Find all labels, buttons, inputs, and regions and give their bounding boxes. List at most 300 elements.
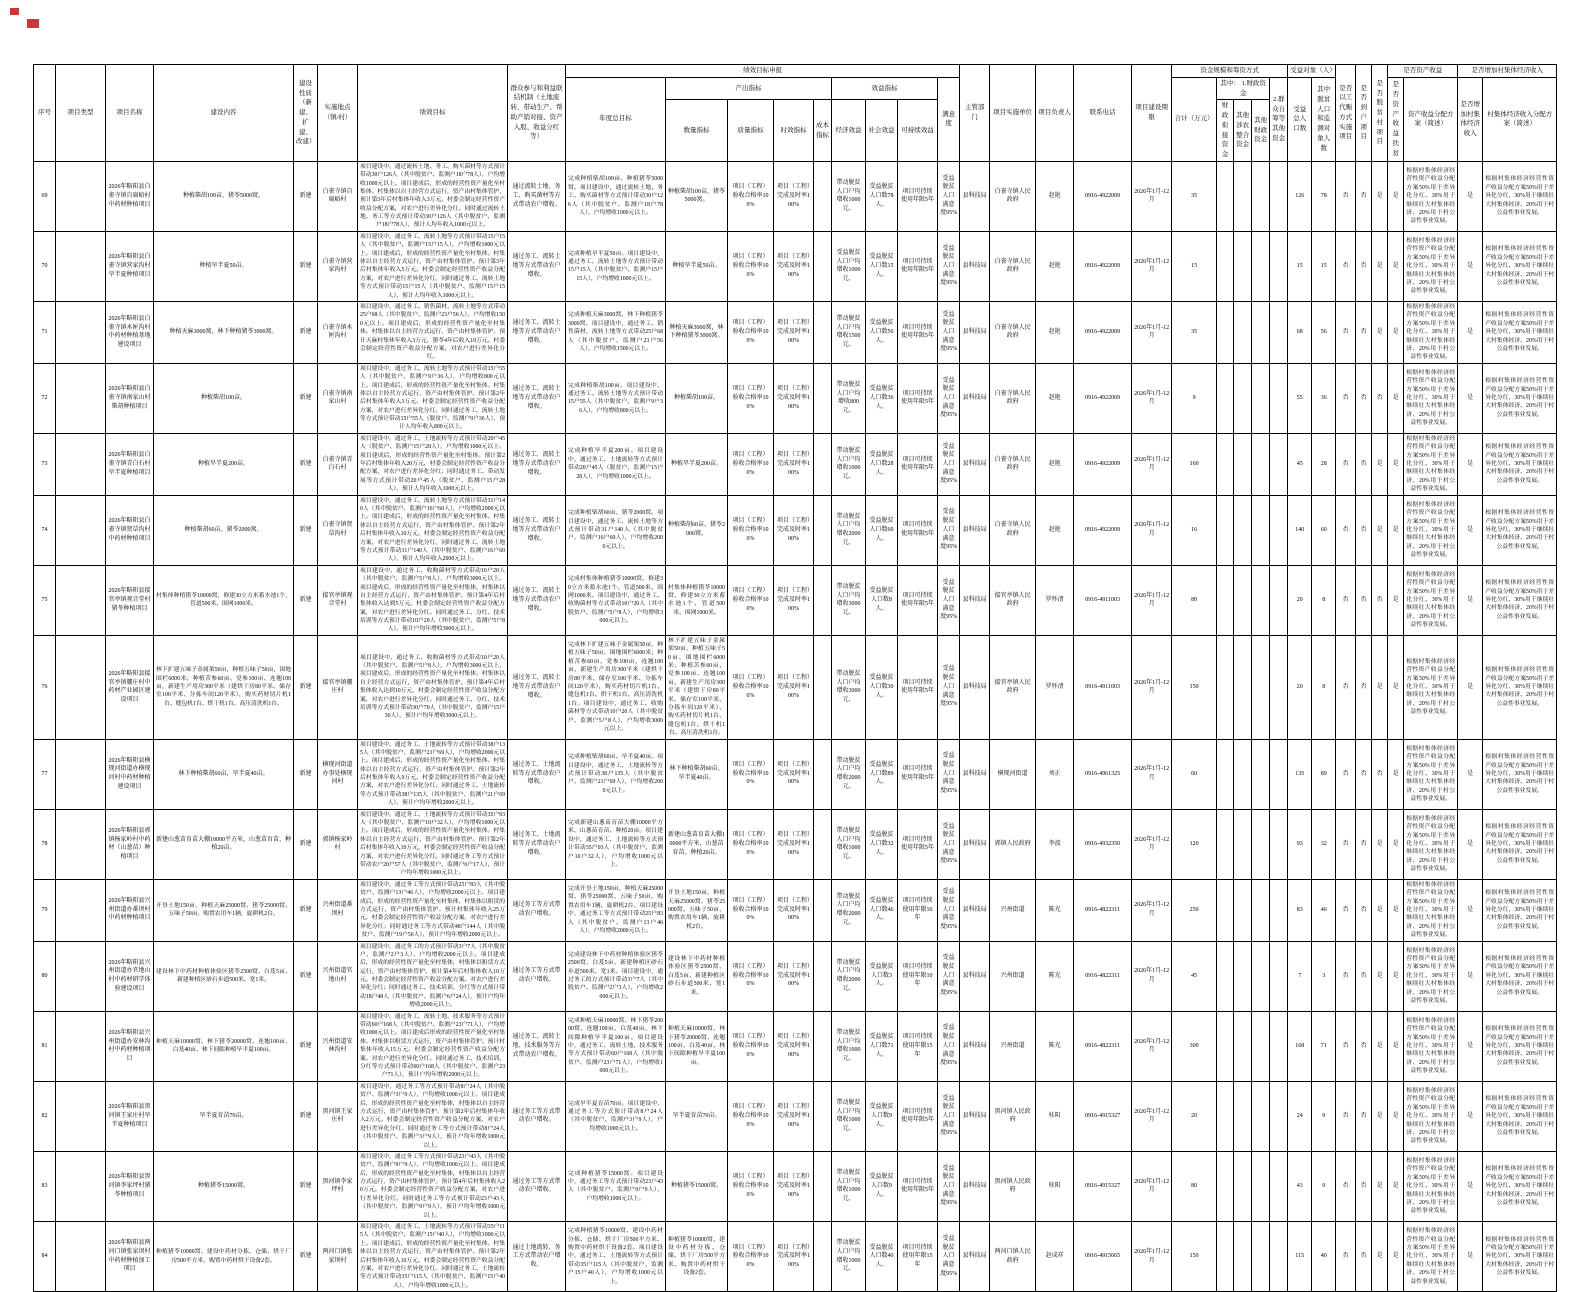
cell-xz: 新建 <box>294 739 318 809</box>
cell-qz: 通过务工、土地流转等方式带动农户增收。 <box>508 809 566 879</box>
cell-gdz: 否 <box>1336 231 1356 301</box>
cell-xz: 新建 <box>294 1011 318 1081</box>
cell-xh: 69 <box>34 161 56 231</box>
cell-jx: 项目建设中，通过务工、流转土地、技术服务等方式预计带动60户168人（其中脱贫户、监测户23户71人），户均增收1000元以上。项目建成后形成的经营性资产量化至村集体。村集体以租赁方式运行，资产由村集体管护。预计村集体年收入15万元。村委会制定经营性资产收益分配方案。对农户进行差异化分红。同时通过务工、技术培训、分红等方式预计带动60户168人（其中脱贫户、监测户23户71人），预计户均年增收2000元以上。 <box>358 1011 508 1081</box>
cell-jx: 项目建设中，通过务工、收购菌材等方式带动10户20人（其中脱贫户、监测户5户8人），户均增收3000元以上。项目建成后，形成的经营性资产量化至村集体。村集体以自主经营方式运行，资产由村集体管护。预计第4年后村集体收入达到5万元。村委会制定经营性资产收益分配方案，对农户进行差异化分红。同时通过务工、分红、技术培训等方式预计带动10户20人（其中脱贫户、监测户5户8人），预计户均年增收3000元以上。 <box>358 565 508 635</box>
cell-dd: 接官亭镇腰庄村 <box>318 635 358 739</box>
cell-fzr: 陈光 <box>1036 941 1074 1011</box>
cell-mc: 2026年略阳县白雀寺镇营家沟村旱半夏种植项目 <box>106 231 154 301</box>
cell-ss: 白雀寺镇人民政府 <box>990 495 1036 565</box>
cell-cb <box>814 1222 832 1292</box>
cell-qz: 通过务工、流转土地、技术服务等方式带动农户增收。 <box>508 1011 566 1081</box>
cell-tpc: 是 <box>1372 161 1388 231</box>
cell-sfzj: 是 <box>1458 879 1483 941</box>
cell-mc: 2026年略阳县兴州街道办番坝村中药材种植项目 <box>106 879 154 941</box>
cell-xz: 新建 <box>294 635 318 739</box>
cell-jj: 带动脱贫人口户均增收1500元。 <box>832 302 866 364</box>
cell-nr: 旱半夏育苗70亩。 <box>154 1081 294 1151</box>
cell-sfzc: 是 <box>1388 363 1404 433</box>
cell-zl: 项目（工程）验收合格率100% <box>728 495 774 565</box>
cell-jj: 带动脱贫人口户均增收3000元。 <box>832 565 866 635</box>
cell-zcfa: 根据村集体经济经营性资产收益分配方案50%用于差异化分红、30%用于继续壮大村集体经济、20%用于村公益性事业发展。 <box>1404 1081 1458 1151</box>
cell-tpc: 是 <box>1372 231 1388 301</box>
cell-cb <box>814 1151 832 1221</box>
cell-cjfa: 根据村集体经济经营性资产收益分配方案50%用于差异化分红、30%用于继续壮大村集体经济、20%用于村公益性事业发展。 <box>1483 809 1557 879</box>
cell-syzrk: 43 <box>1288 1151 1312 1221</box>
table-row <box>34 231 1557 301</box>
cell-zg: 县科技局 <box>960 739 990 809</box>
cell-sfzc: 是 <box>1388 433 1404 495</box>
cell-sx: 项目（工程）完成及时率100% <box>774 565 814 635</box>
table-row <box>34 495 1557 565</box>
cell-fzr: 赵艳 <box>1036 495 1074 565</box>
cell-hj: 20 <box>1172 1081 1217 1151</box>
cell-zc <box>1270 161 1288 231</box>
cell-sl: 种植猪苓10000窝、建设中药材分拣、仓储、烘干厂房500平方米、购置中药材烘干设备2套。 <box>666 1222 728 1292</box>
cell-tpk: 3 <box>1312 941 1336 1011</box>
cell-snzh <box>1234 809 1252 879</box>
cell-myd: 受益脱贫人口满意度95% <box>938 1081 960 1151</box>
cell-ss: 两河口镇人民政府 <box>990 1222 1036 1292</box>
cell-qx: 2026年1月-12月 <box>1132 941 1172 1011</box>
cell-hj: 16 <box>1172 495 1217 565</box>
header-serial: 序号 <box>34 65 56 162</box>
cell-sfzj: 是 <box>1458 1151 1483 1221</box>
header-satisfaction: 满意度 <box>938 77 960 161</box>
header-project-type: 项目类型 <box>56 65 106 162</box>
cell-sh: 受益脱贫人口数28人。 <box>866 433 898 495</box>
cell-kcx: 项目可持续使用年限5年 <box>898 809 938 879</box>
cell-kcx: 项目可持续使用年限10年 <box>898 879 938 941</box>
cell-zl: 项目（工程）验收合格率100% <box>728 433 774 495</box>
cell-sx: 项目（工程）完成及时率100% <box>774 1081 814 1151</box>
cell-myd: 受益脱贫人口满意度95% <box>938 565 960 635</box>
cell-sl: 村集体种植猪苓10000窝、修建30立方米蓄水池1个、管道500米、围网1000米。 <box>666 565 728 635</box>
cell-qx: 2026年1月-12月 <box>1132 363 1172 433</box>
cell-zl: 项目（工程）验收合格率100% <box>728 941 774 1011</box>
cell-dhxm: 否 <box>1356 635 1372 739</box>
cell-snzh <box>1234 1081 1252 1151</box>
cell-zg: 县科技局 <box>960 433 990 495</box>
cell-ndmb: 完成村集体种植猪苓10000窝、修建30立方米蓄水池1个、管道500米、围网1000米。项目建设中，通过务工、收购菌材等方式带动10户20人（其中脱贫户、监测户5户8人），户均增收3000元以上。 <box>566 565 666 635</box>
cell-dd: 郭镇杨家岭村 <box>318 809 358 879</box>
cell-zg: 县科技局 <box>960 1222 990 1292</box>
cell-qx: 2026年1月-12月 <box>1132 1081 1172 1151</box>
header-performance-declaration-group: 绩效目标申报 <box>566 65 960 78</box>
cell-zl: 项目（工程）验收合格率100% <box>728 231 774 301</box>
cell-ss: 白雀寺镇人民政府 <box>990 161 1036 231</box>
cell-cb <box>814 433 832 495</box>
cell-kcx: 项目可持续使用年限5年 <box>898 495 938 565</box>
cell-fzr: 赵艳 <box>1036 302 1074 364</box>
cell-ndmb: 完成种植柴胡60亩、猪苓2000窝。项目建设中，通过务工、流转土地等方式预计带动31户140人（其中脱贫户、监测户16户60人），户均增收2000元以上。 <box>566 495 666 565</box>
cell-fzr: 赵艳 <box>1036 231 1074 301</box>
cell-nr: 新建山葱苗育苗大棚10000平方米，山葱苗育苗、种植20亩。 <box>154 809 294 879</box>
header-cost-indicator: 成本指标 <box>814 100 832 162</box>
table-row <box>34 1222 1557 1292</box>
cell-cjfa: 根据村集体经济经营性资产收益分配方案50%用于差异化分红、30%用于继续壮大村集体经济、20%用于村公益性事业发展。 <box>1483 941 1557 1011</box>
header-social-benefit: 社会效益 <box>866 100 898 162</box>
cell-dh: 0916-4822311 <box>1074 879 1132 941</box>
cell-sl: 林下种植柴胡60亩、旱半夏40亩。 <box>666 739 728 809</box>
cell-sfzj: 是 <box>1458 809 1483 879</box>
cell-fzr: 桂阳 <box>1036 1151 1074 1221</box>
cell-zg: 县科技局 <box>960 1151 990 1221</box>
cell-cb <box>814 1081 832 1151</box>
cell-qz: 通过务工等方式带动农户增收。 <box>508 1151 566 1221</box>
cell-sl: 种植猪苓15000窝。 <box>666 1151 728 1221</box>
cell-zcfa: 根据村集体经济经营性资产收益分配方案50%用于差异化分红、30%用于继续壮大村集体经济、20%用于村公益性事业发展。 <box>1404 302 1458 364</box>
cell-qtcz <box>1252 1151 1270 1221</box>
cell-jx: 项目建设中，通过务工、收购菌材等方式带动10户20人（其中脱贫户、监测户5户8人），户均增收3000元以上。项目建成后，形成的经营性资产量化至村集体。村集体以自主经营方式运行，资产由村集体管护。预计第4年后村集体收入达到10万元，村委会制定经营性资产收益分配方案，对农户进行差异化分红。同时通过务工、分红、技术培训等方式预计带动30户70人（其中脱贫户、监测户15户30人），预计户均年增收3000元以上。 <box>358 635 508 739</box>
cell-qtcz <box>1252 231 1270 301</box>
cell-dd: 兴州街道官地山村 <box>318 941 358 1011</box>
cell-jj: 带动脱贫人口户均增收2000元。 <box>832 941 866 1011</box>
cell-cb <box>814 302 832 364</box>
table-row <box>34 433 1557 495</box>
cell-jx: 项目建设中，通过务工等方式预计带动25户83人（其中脱贫户、监测户13户46人），户均增收2000元以上。项目建成后，形成的经营性资产量化至村集体，村集体以租赁的方式运行，资产由村集体管护。预计村集体年收入25万元。村委会制定经营性资产收益分配方案。对农户进行差异化分红；同时通过务工等方式带动48户144人（其中脱贫户、监测户19户56人），预计户均年增收2000元以上。 <box>358 879 508 941</box>
cell-syzrk: 55 <box>1288 363 1312 433</box>
cell-gdz: 否 <box>1336 1151 1356 1221</box>
cell-nr: 林下种植柴胡60亩，旱半夏40亩。 <box>154 739 294 809</box>
cell-tpc: 是 <box>1372 1222 1388 1292</box>
cell-ss: 白雀寺镇人民政府 <box>990 231 1036 301</box>
cell-xh: 71 <box>34 302 56 364</box>
cell-nr: 种植旱半夏200亩。 <box>154 433 294 495</box>
cell-qtcz <box>1252 941 1270 1011</box>
cell-cjfa: 根据村集体经济经营性资产收益分配方案50%用于差异化分红、30%用于继续壮大村集体经济、20%用于村公益性事业发展。 <box>1483 363 1557 433</box>
header-supervising-department: 主管部门 <box>960 65 990 162</box>
cell-dhxm: 否 <box>1356 809 1372 879</box>
header-quantity-indicator: 数量指标 <box>666 100 728 162</box>
cell-fzr: 陈光 <box>1036 1011 1074 1081</box>
cell-fzr: 赵艳 <box>1036 161 1074 231</box>
cell-zg: 县科技局 <box>960 231 990 301</box>
cell-sl: 种植天麻3000窝，林下种植猪苓3000窝。 <box>666 302 728 364</box>
cell-sfzc: 是 <box>1388 739 1404 809</box>
cell-tpk: 36 <box>1312 363 1336 433</box>
cell-myd: 受益脱贫人口满意度95% <box>938 809 960 879</box>
cell-zcfa: 根据村集体经济经营性资产收益分配方案50%用于差异化分红、30%用于继续壮大村集体经济、20%用于村公益性事业发展。 <box>1404 809 1458 879</box>
cell-zcfa: 根据村集体经济经营性资产收益分配方案50%用于差异化分红、30%用于继续壮大村集体经济、20%用于村公益性事业发展。 <box>1404 565 1458 635</box>
header-project-leader: 项目负责人 <box>1036 65 1074 162</box>
cell-xz: 新建 <box>294 1081 318 1151</box>
cell-lx <box>56 739 106 809</box>
cell-zcfa: 根据村集体经济经营性资产收益分配方案50%用于差异化分红、30%用于继续壮大村集体经济、20%用于村公益性事业发展。 <box>1404 231 1458 301</box>
cell-tpc: 是 <box>1372 433 1388 495</box>
table-row <box>34 1011 1557 1081</box>
header-contact-phone: 联系电话 <box>1074 65 1132 162</box>
cell-gdz: 否 <box>1336 363 1356 433</box>
cell-syzrk: 93 <box>1288 809 1312 879</box>
cell-zl: 项目（工程）验收合格率100% <box>728 1011 774 1081</box>
table-row <box>34 879 1557 941</box>
cell-cjfa: 根据村集体经济经营性资产收益分配方案50%用于差异化分红、30%用于继续壮大村集体经济、20%用于村公益性事业发展。 <box>1483 635 1557 739</box>
cell-xj <box>1217 1151 1234 1221</box>
cell-xj <box>1217 363 1234 433</box>
cell-xz: 新建 <box>294 1151 318 1221</box>
cell-xh: 73 <box>34 433 56 495</box>
cell-tpc: 是 <box>1372 879 1388 941</box>
cell-xj <box>1217 1081 1234 1151</box>
cell-sx: 项目（工程）完成及时率100% <box>774 739 814 809</box>
cell-dh: 0916-4922009 <box>1074 363 1132 433</box>
cell-jj: 带动脱贫人口户均增收1000元。 <box>832 1222 866 1292</box>
cell-jx: 项目建设中，通过务工、土地流转等方式预计带动35户93人（其中脱贫户、监测户10户32人），户均增收1000元以上。项目建成后，形成的经营性资产量化至村集体。村集体以自主经营方式运行，资产由村集体管护。预计第2年后村集体年收入10万元。村委会制定经营性资产收益分配方案，对农户进行差异化分红。同时通过务工等方式预计带动农户20户57人（其中脱贫户、监测户6户17人），预计户均年增收1000元以上。 <box>358 809 508 879</box>
cell-zc <box>1270 363 1288 433</box>
table-row <box>34 739 1557 809</box>
cell-sfzj: 是 <box>1458 433 1483 495</box>
cell-zl: 项目（工程）验收合格率100% <box>728 161 774 231</box>
cell-sh: 受益脱贫人口数15人。 <box>866 231 898 301</box>
cell-tpk: 8 <box>1312 635 1336 739</box>
cell-zcfa: 根据村集体经济经营性资产收益分配方案50%用于差异化分红、30%用于继续壮大村集体经济、20%用于村公益性事业发展。 <box>1404 635 1458 739</box>
cell-hj: 60 <box>1172 739 1217 809</box>
cell-lx <box>56 1222 106 1292</box>
cell-fzr: 李波 <box>1036 809 1074 879</box>
cell-cb <box>814 739 832 809</box>
cell-zc <box>1270 495 1288 565</box>
cell-jx: 项目建设中，通过务工、流转土地等方式预计带动31户140人（其中脱贫户、监测户16户60人），户均增收2000元以上。项目建成后，形成的经营性资产量化至村集体。村集体以自主经营方式运行，资产由村集体管护。预计第2年后村集体年收入10万元。村委会制定经营性资产收益分配方案，对农户进行差异化分红。同时通过务工、流转土地等方式预计带动31户140人（其中脱贫户、监测户16户60人），预计人均年收入2000元以上。 <box>358 495 508 565</box>
cell-hj: 300 <box>1172 1011 1217 1081</box>
cell-xj <box>1217 739 1234 809</box>
cell-qtcz <box>1252 565 1270 635</box>
cell-sh: 受益脱贫人口数30人。 <box>866 635 898 739</box>
cell-qz: 通过务工等方式带动农户增收。 <box>508 879 566 941</box>
cell-dhxm: 否 <box>1356 495 1372 565</box>
cell-ss: 黑河镇人民政府 <box>990 1151 1036 1221</box>
cell-zcfa: 根据村集体经济经营性资产收益分配方案50%用于差异化分红、30%用于继续壮大村集体经济、20%用于村公益性事业发展。 <box>1404 495 1458 565</box>
header-sustainable-benefit: 可持续效益 <box>898 100 938 162</box>
cell-ss: 接官亭镇人民政府 <box>990 565 1036 635</box>
cell-ndmb: 完成种植天麻3000窝、林下种植猪苓3000窝。项目建设中，通过务工、销售菌材、流转土地等方式带动25户68人（其中脱贫户、监测户23户56人），户均增收1500元以上。 <box>566 302 666 364</box>
cell-nr: 种植柴胡60亩、猪苓2000窝。 <box>154 495 294 565</box>
cell-zcfa: 根据村集体经济经营性资产收益分配方案50%用于差异化分红、30%用于继续壮大村集体经济、20%用于村公益性事业发展。 <box>1404 1011 1458 1081</box>
cell-xh: 78 <box>34 809 56 879</box>
cell-zg: 县科技局 <box>960 495 990 565</box>
cell-kcx: 项目可持续使用年限5年 <box>898 363 938 433</box>
cell-cb <box>814 941 832 1011</box>
cell-snzh <box>1234 302 1252 364</box>
cell-sfzj: 是 <box>1458 941 1483 1011</box>
cell-jj: 带动脱贫人口户均增收1000元。 <box>832 161 866 231</box>
cell-zg: 县科技局 <box>960 941 990 1011</box>
cell-zg: 县科技局 <box>960 809 990 879</box>
cell-ss: 横现河街道 <box>990 739 1036 809</box>
cell-mc: 2026年略阳县白雀寺镇木匣沟村中药材种植基地建设项目 <box>106 302 154 364</box>
header-benefit-indicators-group: 效益指标 <box>832 77 938 100</box>
header-total-funds: 合计（万元） <box>1172 77 1217 161</box>
cell-dhxm: 否 <box>1356 231 1372 301</box>
header-construction-period: 项目建设期限 <box>1132 65 1172 162</box>
cell-dhxm: 否 <box>1356 879 1372 941</box>
cell-mc: 2026年略阳县两河口镇张家坝村中药材种植加工项目 <box>106 1222 154 1292</box>
cell-sh: 受益脱贫人口数78人。 <box>866 161 898 231</box>
cell-qtcz <box>1252 363 1270 433</box>
cell-zc <box>1270 879 1288 941</box>
cell-sx: 项目（工程）完成及时率100% <box>774 941 814 1011</box>
cell-jx: 项目建设中，通过务工、土地流转等方式预计带动38户135人（其中脱贫户、监测户21户69人），户均增收2000元以上。项目建成后，形成的经营性资产量化至村集体。村集体以自主经营方式运行，资产由村集体管护。预计第2年后村集体年收入9万元。村委会制定经营性资产收益分配方案，对农户进行差异化分红；同时通过务工、土地流转等方式预计带动38户135人（其中脱贫户、监测户21户69人），预计户均年增收2000元以上。 <box>358 739 508 809</box>
cell-ss: 黑河镇人民政府 <box>990 1081 1036 1151</box>
cell-zc <box>1270 231 1288 301</box>
cell-sh: 受益脱贫人口数60人。 <box>866 495 898 565</box>
cell-jj: 带动脱贫人口户均增收1000元。 <box>832 1081 866 1151</box>
header-self-raised-funds: 2.群众自筹等其他资金 <box>1270 77 1288 161</box>
cell-sfzc: 是 <box>1388 565 1404 635</box>
cell-snzh <box>1234 231 1252 301</box>
cell-tpk: 9 <box>1312 1151 1336 1221</box>
cell-sfzj: 是 <box>1458 231 1483 301</box>
cell-cb <box>814 363 832 433</box>
cell-xj <box>1217 433 1234 495</box>
cell-cjfa: 根据村集体经济经营性资产收益分配方案50%用于差异化分红、30%用于继续壮大村集体经济、20%用于村公益性事业发展。 <box>1483 739 1557 809</box>
cell-cjfa: 根据村集体经济经营性资产收益分配方案50%用于差异化分红、30%用于继续壮大村集体经济、20%用于村公益性事业发展。 <box>1483 565 1557 635</box>
cell-sx: 项目（工程）完成及时率100% <box>774 302 814 364</box>
cell-dh: 0916-4922009 <box>1074 231 1132 301</box>
cell-dhxm: 否 <box>1356 1011 1372 1081</box>
cell-tpk: 89 <box>1312 739 1336 809</box>
cell-lx <box>56 231 106 301</box>
cell-sx: 项目（工程）完成及时率100% <box>774 363 814 433</box>
cell-fzr: 陈光 <box>1036 879 1074 941</box>
cell-fzr: 桂阳 <box>1036 1081 1074 1151</box>
cell-sl: 旱半夏育苗70亩。 <box>666 1081 728 1151</box>
cell-fzr: 赵艳 <box>1036 363 1074 433</box>
cell-xh: 74 <box>34 495 56 565</box>
table-body <box>34 161 1557 1291</box>
cell-myd: 受益脱贫人口满意度95% <box>938 1151 960 1221</box>
cell-mc: 2026年略阳县白雀寺镇贤草沟村中药材种植项目 <box>106 495 154 565</box>
cell-sl: 种植柴胡100亩。 <box>666 363 728 433</box>
cell-dd: 黑河镇李家坪村 <box>318 1151 358 1221</box>
cell-sl: 建设林下中药材种植体验区猪苓2500窝、白芨5亩、新建种植区砂石步道500米、宽1米。 <box>666 941 728 1011</box>
cell-myd: 受益脱贫人口满意度95% <box>938 739 960 809</box>
cell-zl: 项目（工程）验收合格率100% <box>728 302 774 364</box>
cell-cjfa: 根据村集体经济经营性资产收益分配方案50%用于差异化分红、30%用于继续壮大村集体经济、20%用于村公益性事业发展。 <box>1483 231 1557 301</box>
cell-sfzc: 是 <box>1388 879 1404 941</box>
cell-ndmb: 完成种植旱半夏50亩。项目建设中，通过务工、流转土地等方式预计带动15户15人（其中脱贫户、监测户15户15人），户均增收1000元以上。 <box>566 231 666 301</box>
cell-zl: 项目（工程）验收合格率100% <box>728 635 774 739</box>
cell-qz: 通过务工、流转土地等方式带动农户增收。 <box>508 635 566 739</box>
cell-nr: 种植旱半夏50亩。 <box>154 231 294 301</box>
cell-ndmb: 完成种植柴胡100亩、种植猪苓5000窝。项目建设中，通过流转土地、务工、购买菌材等方式预计带动30户126人（其中脱贫户、监测户18户78人），户均增收1000元以上。 <box>566 161 666 231</box>
table-row <box>34 302 1557 364</box>
table-row <box>34 1081 1557 1151</box>
cell-jx: 项目建设中，通过务工等方式预计带动23户43人（其中脱贫户、监测户9户9人），户均增收1000元以上。项目建成后，形成的经营性资产量化至村集体，村集体以自主经营方式运行，资产由村集体管护。预计第4年后村集体收入20万元。村委会制定经营性资产收益分配方案，对农户进行差异化分红。同时通过务工等方式预计带动23户43人（其中脱贫户、监测户9户9人），预计户均年增收1000元以上。 <box>358 1151 508 1221</box>
cell-syzrk: 7 <box>1288 941 1312 1011</box>
cell-gdz: 否 <box>1336 565 1356 635</box>
cell-kcx: 项目可持续使用年限15年 <box>898 1011 938 1081</box>
cell-hj: 150 <box>1172 1222 1217 1292</box>
cell-gdz: 否 <box>1336 495 1356 565</box>
table-row <box>34 809 1557 879</box>
cell-lx <box>56 941 106 1011</box>
cell-mc: 2026年略阳县郭镇杨家岭村中药材（山葱苗）种植项目 <box>106 809 154 879</box>
header-asset-income-group: 是否资产收益 <box>1388 65 1458 78</box>
cell-zcfa: 根据村集体经济经营性资产收益分配方案50%用于差异化分红、30%用于继续壮大村集体经济、20%用于村公益性事业发展。 <box>1404 433 1458 495</box>
cell-mc: 2026年略阳县接官亭镇腰庄村中药材产业园区建设项目 <box>106 635 154 739</box>
cell-dhxm: 否 <box>1356 739 1372 809</box>
cell-xh: 75 <box>34 565 56 635</box>
cell-sx: 项目（工程）完成及时率100% <box>774 635 814 739</box>
cell-sl: 新建山葱苗育苗大棚10000平方米，山葱苗育苗、种植20亩。 <box>666 809 728 879</box>
cell-zcfa: 根据村集体经济经营性资产收益分配方案50%用于差异化分红、30%用于继续壮大村集体经济、20%用于村公益性事业发展。 <box>1404 879 1458 941</box>
cell-sh: 受益脱贫人口数3人。 <box>866 941 898 1011</box>
cell-jj: 带动脱贫人口户均增收3000元。 <box>832 635 866 739</box>
cell-dd: 横现河街道办事处横现河村 <box>318 739 358 809</box>
cell-dd: 白雀寺镇青白石村 <box>318 433 358 495</box>
cell-hj: 15 <box>1172 231 1217 301</box>
cell-xz: 新建 <box>294 302 318 364</box>
cell-tpk: 28 <box>1312 433 1336 495</box>
cell-nr: 种植天麻10000窝、林下猪苓20000窝、连翘100亩、白芨40亩、林下间隙种植旱半夏100亩。 <box>154 1011 294 1081</box>
cell-hj: 80 <box>1172 565 1217 635</box>
cell-lx <box>56 809 106 879</box>
cell-jx: 项目建设中，通过务工、流转土地等方式预计带动15户15人（其中脱贫户、监测户15户15人），户均增收1000元以上。项目建成后，形成的经营性资产量化至村集体。村集体以自主经营方式运行，资产由村集体管护。预计第3年后村集体年收入5万元。村委会制定经营性资产收益分配方案，对农户进行差异化分红。同时通过务工、流转土地等方式预计带动15户15人（其中脱贫户、监测户15户15人），预计人均年收入1000元以上。 <box>358 231 508 301</box>
cell-qz: 通过土地流转、务工方式带动农户增收。 <box>508 1222 566 1292</box>
cell-ndmb: 完成种植猪苓15000窝。项目建设中，通过务工等方式预计带动23户43人（其中脱贫户、监测户9户9人），户均增收1000元以上。 <box>566 1151 666 1221</box>
cell-qz: 通过务工、流转土地等方式带动农户增收。 <box>508 231 566 301</box>
cell-ndmb: 完成种植柴胡60亩、旱半夏40亩。项目建设中，通过务工、土地流转等方式预计带动38户135人（其中脱贫户、监测户21户69人），户均增收2000元以上。 <box>566 739 666 809</box>
cell-sx: 项目（工程）完成及时率100% <box>774 161 814 231</box>
cell-snzh <box>1234 739 1252 809</box>
cell-syzrk: 20 <box>1288 565 1312 635</box>
header-poverty-village: 是否脱贫村项目 <box>1372 65 1388 162</box>
cell-fzr: 赵成祥 <box>1036 1222 1074 1292</box>
cell-dh: 0916-4922009 <box>1074 302 1132 364</box>
cell-snzh <box>1234 1222 1252 1292</box>
header-asset-income-flag: 是否资产收益扶贫 <box>1388 77 1404 161</box>
cell-dh: 0916-4822311 <box>1074 1011 1132 1081</box>
cell-zcfa: 根据村集体经济经营性资产收益分配方案50%用于差异化分红、30%用于继续壮大村集体经济、20%用于村公益性事业发展。 <box>1404 161 1458 231</box>
cell-sh: 受益脱贫人口数36人。 <box>866 363 898 433</box>
cell-dd: 白雀寺镇自扁峪村 <box>318 161 358 231</box>
cell-sfzc: 是 <box>1388 495 1404 565</box>
cell-hj: 45 <box>1172 941 1217 1011</box>
cell-jj: 带动脱贫人口户均增收1000元。 <box>832 433 866 495</box>
cell-lx <box>56 1081 106 1151</box>
cell-lx <box>56 495 106 565</box>
cell-qz: 通过务工、流转土地等方式带动农户增收。 <box>508 363 566 433</box>
cell-xh: 84 <box>34 1222 56 1292</box>
cell-ndmb: 完成种植天麻10000窝、林下猪苓20000窝、连翘100亩、白芨40亩、林下间隙种植旱半夏100亩。项目建设中，通过务工、流转土地、技术服务等方式预计带动60户168人（其中脱贫户、监测户23户71人），户均增收1000元以上。 <box>566 1011 666 1081</box>
cell-ss: 白雀寺镇人民政府 <box>990 433 1036 495</box>
header-performance-goal: 绩效目标 <box>358 65 508 162</box>
cell-qtcz <box>1252 1081 1270 1151</box>
cell-cb <box>814 565 832 635</box>
cell-snzh <box>1234 565 1252 635</box>
cell-xj <box>1217 635 1234 739</box>
cell-sfzc: 是 <box>1388 1081 1404 1151</box>
cell-qtcz <box>1252 879 1270 941</box>
cell-hj: 150 <box>1172 635 1217 739</box>
cell-qx: 2026年1月-12月 <box>1132 495 1172 565</box>
cell-cb <box>814 879 832 941</box>
cell-sx: 项目（工程）完成及时率100% <box>774 1222 814 1292</box>
header-work-relief: 是否以工代赈方式实施项目 <box>1336 65 1356 162</box>
cell-sfzj: 是 <box>1458 161 1483 231</box>
cell-hj: 120 <box>1172 809 1217 879</box>
cell-myd: 受益脱贫人口满意度95% <box>938 231 960 301</box>
cell-sh: 受益脱贫人口数56人。 <box>866 302 898 364</box>
header-total-beneficiaries: 受益总人口数 <box>1288 77 1312 161</box>
cell-xz: 新建 <box>294 1222 318 1292</box>
cell-cb <box>814 231 832 301</box>
cell-xz: 新建 <box>294 433 318 495</box>
cell-zg: 县科技局 <box>960 635 990 739</box>
cell-kcx: 项目可持续使用年限5年 <box>898 302 938 364</box>
cell-xh: 79 <box>34 879 56 941</box>
